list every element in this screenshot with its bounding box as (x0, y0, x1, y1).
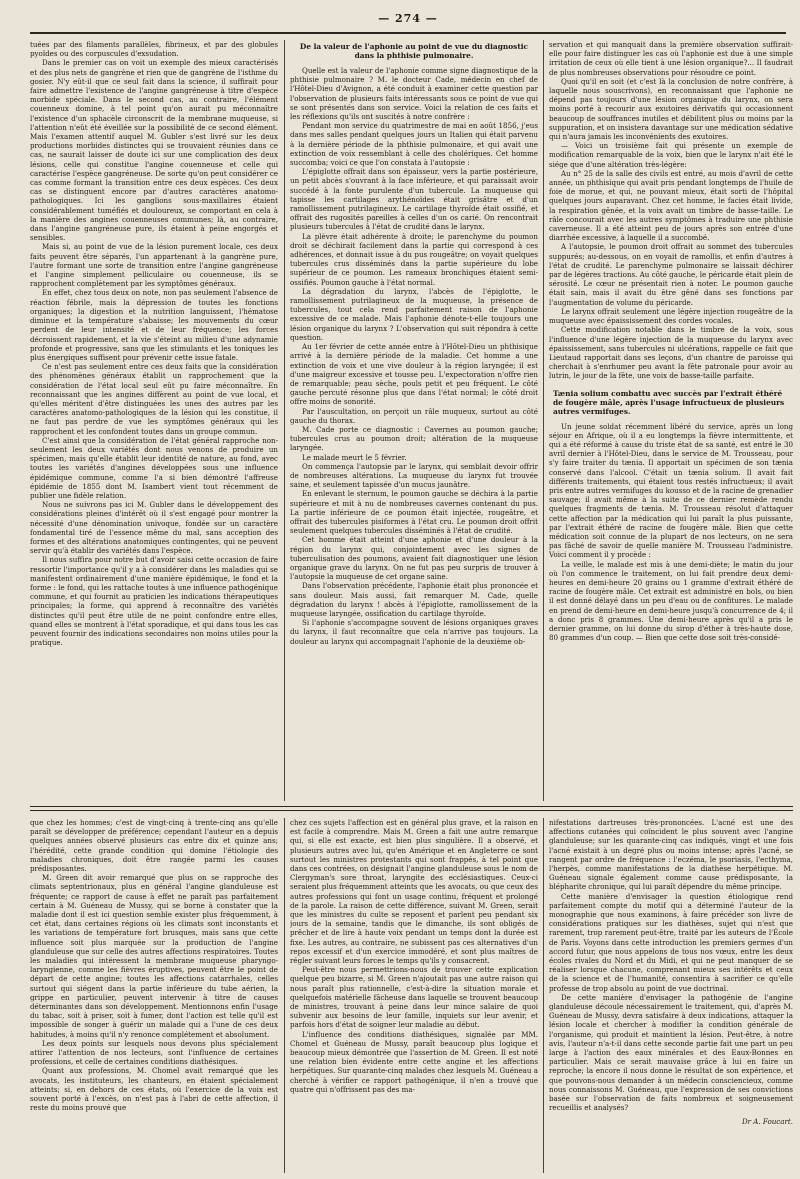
paragraph: Mais si, au point de vue de la lésion purement locale, ces deux faits peuvent être séparés, l'un appartenant à la gangrène pure, l'autre formant une sorte de transition entre l'angine gangréneuse et l'angine simplement pelliculaire ou couenneuse, ils se rapprochent complètement par les symptômes généraux. (30, 242, 278, 289)
column-rule (284, 40, 285, 801)
column-2 (290, 40, 538, 801)
page-header (30, 8, 786, 34)
article-title: De la valeur de l'aphonie au point de vue du diagnostic dans la phthisie pulmonaire. (299, 42, 529, 60)
article-title: Tænia solium combattu avec succès par l'extrait éthéré de fougère mâle, après l'usage infructueux de plusieurs autres vermifuges. (553, 388, 785, 416)
paragraph: De cette manière d'envisager la pathogénie de l'angine glanduleuse découle nécessairement le traitement, qui, d'après M. Guéneau de Mussy, devra satisfaire à deux indications, attaquer la lésion locale et chercher à modifier la condition générale de l'organisme, qui produit et maintient la lésion. Peut-être, à notre avis, l'auteur n'a-t-il dans cette seconde partie fait une part un peu large à l'action des eaux minérales et des Eaux-Bonnes en particulier. Mais ce serait mauvaise grâce à lui en faire un reproche; la encore il nous donne le résultat de son expérience, et que pouvons-nous demander à un médecin consciencieux, comme nous connaissons M. Guéneau, que l'expression de ses convictions basée sur l'observation de faits nombreux et soigneusement recueillis et analysés? (549, 992, 793, 1113)
paragraph: Dans l'observation précédente, l'aphonie était plus prononcée et sans douleur. Mais aussi, fait remarquer M. Cade, quelle dégradation du larynx ! abcès à l'épiglotte, ramollissement de la muqueuse laryngée, ossification du cartilage thyroïde. (290, 581, 538, 618)
paragraph: Les deux points sur lesquels nous devons plus spécialement attirer l'attention de nos lecteurs, sont l'influence de certaines professions, et celle de certaines conditions diathésiques. (30, 1038, 278, 1067)
paragraph: L'influence des conditions diathésiques, signalée par MM. Chomel et Guéneau de Mussy, paraît beaucoup plus logique et beaucoup mieux démontrée que l'assertion de M. Green. Il est noté une relation bien évidente entre cette angine et les affections herpétiques. Sur quarante-cinq malades chez lesquels M. Guéneau a cherché à vérifier ce rapport pathogénique, il n'en a trouvé que quatre qui n'offrissent pas des ma- (290, 1029, 538, 1094)
paragraph: En effet, chez tous deux on note, non pas seulement l'absence de réaction fébrile, mais la dépression de toutes les fonctions organiques; la digestion et la nutrition languissent, l'hématose diminue et la température s'abaisse; les mouvements du cœur perdent de leur intensité et de leur fréquence; les forces décroissent rapidement, et la vie s'éteint au milieu d'une adynamie profonde et progressive, sans que les stimulants et les toniques les plus énergiques suffisent pour prévenir cette issue fatale. (30, 288, 278, 362)
column-3 (549, 40, 793, 801)
paragraph: L'épiglotte offrait dans son épaisseur, vers la partie postérieure, un petit abcès s'ouvrant à la face inférieure, et qui paraissait avoir succédé à la fonte purulente d'un tubercule. La muqueuse qui tapisse les cartilages arythénoïdes était grisâtre et d'un ramollissement putrilagineux. Le cartilage thyroïde était ossifié, et offrait des rugosités pareilles à celles d'un os carié. On rencontrait plusieurs tubercules à l'état de crudité dans le larynx. (290, 167, 538, 232)
paragraph: Quelle est la valeur de l'aphonie comme signe diagnostique de la phthisie pulmonaire ? M. le docteur Cade, médecin en chef de l'Hôtel-Dieu d'Avignon, a été conduit à examiner cette question par l'observation de plusieurs faits intéressants sous ce point de vue qui se sont présentés dans son service. Voici la relation de ces faits et les réflexions qu'ils ont suscités à notre confrère : (290, 66, 538, 122)
column-rule (543, 818, 544, 1173)
paragraph: Peut-être nous permettrions-nous de trouver cette explication quelque peu bizarre, si M. Green n'ajoutait pas une autre raison qui nous paraît plus rationnelle, c'est-à-dire la situation morale et quelquefois matérielle fâcheuse dans laquelle se trouvent beaucoup de ministres, trouvant à peine dans leur mince salaire de quoi subvenir aux besoins de leur famille, inquiets sur leur avenir, et parfois hors d'état de soigner leur maladie au début. (290, 965, 538, 1030)
paragraph: M. Green dit avoir remarqué que plus on se rapproche des climats septentrionaux, plus en général l'angine glanduleuse est fréquente; ce rapport de cause à effet ne paraît pas parfaitement certain à M. Guéneau de Mussy, qui se borne à constater que la maladie dont il est ici question semble exister plus fréquemment, à cet état, dans certaines régions où les climats sont inconstants et les variations de température fort brusques, mais sans que cette influence soit plus marquée sur la production de l'angine glanduleuse que sur celle des autres affections respiratoires. Toutes les maladies qui intéressent la membrane muqueuse pharyngo-laryngienne, comme les fièvres éruptives, peuvent être le point de départ de cette angine; toutes les affections catarrhales, celles surtout qui siégent dans la partie inférieure du tube aérien, la grippe en particulier, peuvent intervenir à titre de causes déterminantes dans son développement. Mentionnons enfin l'usage du tabac, soit à priser, soit à fumer, dont l'action est telle qu'il est impossible de songer à guérir un malade qui a l'une de ces deux habitudes, à moins qu'il n'y renonce complétement et absolument. (30, 873, 278, 1039)
column-6 (549, 818, 793, 1173)
paragraph: Il nous suffira pour notre but d'avoir saisi cette occasion de faire ressortir l'importance qu'il y a à considérer dans les maladies qui se manifestent ordinairement d'une manière épidémique, le fond et la forme : le fond, qui les rattache toutes à une influence pathogénique commune, et qui fournit au praticien les indications thérapeutiques principales; la forme, qui apprend à reconnaître des variétés distinctes qu'il peut être utile de ne point confondre entre elles, quand elles se montrent à l'état sporadique, et qui dans tous les cas peuvent fournir des indications secondaires non moins utiles pour la pratique. (30, 555, 278, 648)
paragraph: Ce n'est pas seulement entre ces deux faits que la considération des phénomènes généraux établit un rapprochement que la considération de l'état local seul eût pu faire méconnaître. En reconnaissant que les angines diffèrent au point de vue local, et qu'elles méritent d'être distinguées les unes des autres par les caractères anatomo-pathologiques de la lésion qui les constitue, il ne faut pas perdre de vue les symptômes généraux qui les rapprochent et les confondent toutes dans un groupe commun. (30, 362, 278, 436)
paragraph: La plèvre était adhérente à droite; le parenchyme du poumon droit se déchirait facilement dans la partie qui correspond à ces adhérences, et donnait issue à du pus rougeâtre; on voyait quelques tubercules crus disséminés dans la partie supérieure du lobe supérieur de ce poumon. Les rameaux bronchiques étaient semi-ossifiés. Poumon gauche à l'état normal. (290, 231, 538, 287)
paragraph: Quant aux professions, M. Chomel avait remarqué que les avocats, les instituteurs, les chanteurs, en étaient spécialement atteints; si, en dehors de ces états, où l'exercice de la voix est souvent porté à l'excès, on n'est pas à l'abri de cette affection, il reste du moins prouvé que (30, 1066, 278, 1113)
paragraph: nifestations dartreuses très-prononcées. L'acné est une des affections cutanées qui coïncident le plus souvent avec l'angine glanduleuse; sur les quarante-cinq cas indiqués, vingt et une fois l'acné existait à un degré plus ou moins intense; après l'acné, se rangent par ordre de fréquence : l'eczéma, le psoriasis, l'ecthyma, l'herpès, comme manifestations de la diathèse herpétique. M. Guéneau signale également comme cause prédisposante, la blépharite chronique, qui lui paraît dépendre du même principe. (549, 818, 793, 892)
paragraph: Un jeune soldat récemment libéré du service, après un long séjour en Afrique, où il a eu longtemps la fièvre intermittente, et qui a été réformé à cause du triste état de sa santé, est entré le 30 avril dernier à l'Hôtel-Dieu, dans le service de M. Trousseau, pour s'y faire traiter du tænia. Il apportait un spécimen de son tænia conservé dans l'alcool. C'était un tænia solium. Il avait fait différents traitements, qui étaient tous restés infructueux; il avait pris entre autres vermifuges du kousso et de la racine de grenadier sauvage; il avait même à la suite de ce dernier remède rendu quelques fragments de tænia. M. Trousseau résolut d'attaquer cette affection par la médication qui lui paraît la plus puissante, par l'extrait éthéré de racine de fougère mâle. Bien que cette médication soit connue de la plupart de nos lecteurs, on ne sera pas fâché de savoir de quelle manière M. Trousseau l'administre. Voici comment il y procède : (549, 421, 793, 560)
paragraph: Si l'aphonie s'accompagne souvent de lésions organiques graves du larynx, il faut reconnaître que cela n'arrive pas toujours. La douleur au larynx qui accompagnait l'aphonie de la deuxième ob- (290, 618, 538, 646)
paragraph: Cette modification notable dans le timbre de la voix, sous l'influence d'une légère injection de la muqueuse du larynx avec épaississement, sans tubercules ni ulcérations, rappelle ce fait que Lieutaud rapportait dans ses leçons, d'un chantre de paroisse qui cherchait à s'enrhumer peu avant la fête patronale pour avoir au lutrin, le jour de la fête, une voix de basse-taille parfaite. (549, 325, 793, 381)
paragraph: En enlevant le sternum, le poumon gauche se déchira à la partie supérieure et mit à nu de nombreuses cavernes contenant du pus. La partie inférieure de ce poumon était injectée, rougeâtre, et offrait des tubercules pisiformes à l'état cru. Le poumon droit offrit seulement quelques tubercules disséminés à l'état de crudité. (290, 489, 538, 536)
column-1 (30, 40, 278, 801)
paragraph: C'est ainsi que la considération de l'état général rapproche non-seulement les deux variétés dont nous venons de produire un spécimen, mais qu'elle établit leur identité de nature, au fond, avec toutes les variétés d'angines développées sous une influence épidémique commune, comme l'a si bien démontré l'affreuse épidémie de 1855 dont M. Isambert vient tout récemment de publier une fidèle relation. (30, 435, 278, 500)
paragraph: Le malade meurt le 5 février. (302, 452, 407, 462)
paragraph: — Voici un troisième fait qui présente un exemple de modification remarquable de la voix, bien que le larynx n'ait été le siége que d'une altération très-légère: (549, 141, 793, 169)
paragraph: Le larynx offrait seulement une légère injection rougeâtre de la muqueuse avec épaississement des cordes vocales. (549, 306, 793, 326)
paragraph: chez ces sujets l'affection est en général plus grave, et la raison en est facile à comprendre. Mais M. Green a fait une autre remarque qui, si elle est exacte, est bien plus singulière. Il a observé, et plusieurs autres avec lui, qu'en Amérique et en Angleterre ce sont surtout les ministres protestants qui sont frappés, à tel point que dans ces contrées, on désignait l'angine glanduleuse sous le nom de Clergyman's sore throat, laryngite des ecclésiastiques. Ceux-ci seraient plus fréquemment atteints que les avocats, ou que ceux des autres professions qui font un usage continu, fréquent et prolongé de la parole. La raison de cette différence, suivant M. Green, serait que les ministres du culte se reposent et parlent peu pendant six jours de la semaine, tandis que le dimanche, ils sont obligés de prêcher et de lire à haute voix pendant un temps dont la durée est fixe. Les autres, au contraire, ne subissent pas ces alternatives d'un repos excessif et d'un exercice immodéré, et sont plus maîtres de régler suivant leurs forces le temps qu'ils y consacrent. (290, 818, 538, 966)
paragraph: Au n° 25 de la salle des civils est entré, au mois d'avril de cette année, un phthisique qui avait pris pendant longtemps de l'huile de foie de morue, et qui, ne pouvant mieux, était sorti de l'hôpital quelques jours auparavant. Chez cet homme, le facies était livide, la respiration gênée, et la voix avait un timbre de basse-taille. Le râle concourait avec les autres symptômes à traduire une phthisie caverneuse. Il a été atteint peu de jours après son entrée d'une diarrhée excessive, à laquelle il a succombé. (549, 168, 793, 243)
paragraph: que chez les hommes; c'est de vingt-cinq à trente-cinq ans qu'elle paraît se développer de préférence; cependant l'auteur en a depuis quelques années observé plusieurs cas entre dix et quinze ans; l'hérédité, cette grande condition qui domine l'étiologie des maladies chroniques, doit être rangée parmi les causes prédisposantes. (30, 818, 278, 874)
paragraph: Par l'auscultation, on perçoit un râle muqueux, surtout au côté gauche du thorax. (290, 406, 538, 425)
column-4 (30, 818, 278, 1173)
paragraph: Nous ne suivrons pas ici M. Gubler dans le développement des considérations pleines d'intérêt où il s'est engagé pour montrer la nécessité d'une dénomination univoque, fondée sur un caractère fondamental tiré de l'essence même du mal, sans acception des formes et des altérations anatomiques contingentes, qui ne peuvent servir qu'à établir des variétés dans l'espèce. (30, 500, 278, 556)
paragraph: La veille, le malade est mis à une demi-diète; le matin du jour où l'on commence le traitement, on lui fait prendre deux demi-heures en demi-heure 20 grains ou 1 gramme d'extrait éthéré de racine de fougère mâle. Cet extrait est administré en bols, ou bien il est donné délayé dans un peu d'eau ou de confitures. Le malade en prend de demi-heure en demi-heure jusqu'à concurrence de 4; il a donc pris 8 grammes. Une demi-heure après qu'il a pris le dernier gramme, on lui donne du sirop d'éther à très-haute dose, 80 grammes d'un coup. — Bien que cette dose soit très-considé- (549, 559, 793, 643)
paragraph: Dans le premier cas on voit un exemple des mieux caractérisés et des plus nets de gangrène et rien que de gangrène de l'isthme du gosier. N'y eût-il que ce seul fait dans la science, il suffirait pour faire admettre l'existence de l'angine gangréneuse à titre d'espèce morbide spéciale. Dans le second cas, au contraire, l'élément couenneux domine, à tel point qu'on aurait pu méconnaître l'existence d'un sphacèle circonscrit de la membrane muqueuse, si l'attention n'eût été éveillée sur la possibilité de ce second élément. Mais l'examen attentif auquel M. Gubler s'est livré sur les deux productions morbides distinctes qui se trouvaient réunies dans ce cas, ne saurait laisser de doute ici sur une complication des deux lésions, celle qui constitue l'angine couenneuse et celle qui caractérise l'espèce gangréneuse. De sorte qu'on peut considérer ce cas comme formant la transition entre ces deux espèces. Ces deux cas se distinguent encore par d'autres caractères anatomo-pathologiques. Ici les ganglions sous-maxillaires étaient considérablement tuméfiés et douloureux, se comportant en cela à la manière des angines couenneuses communes; là, au contraire, dans l'angine gangréneuse pure, ils étaient à peine engorgés et sensibles. (30, 58, 278, 243)
page-number: — 274 — (378, 12, 438, 25)
column-rule (543, 40, 544, 801)
column-rule (284, 818, 285, 1173)
paragraph: La dégradation du larynx, l'abcès de l'épiglotte, le ramollissement putrilagineux de la muqueuse, la présence de tubercules, tout cela rend parfaitement raison de l'aphonie excessive de ce malade. Mais l'aphonie dénote-t-elle toujours une lésion organique du larynx ? L'observation qui suit répondra à cette question. (290, 286, 538, 342)
paragraph: Pendant mon service du quatrimestre de mai en août 1856, j'eus dans mes salles pendant quelques jours un Italien qui était parvenu à la dernière période de la phthisie pulmonaire, et qui avait une extinction de voix ressemblant à celle des cholériques. Cet homme succomba; voici ce que l'on constata à l'autopsie : (290, 121, 538, 168)
column-5 (290, 818, 538, 1173)
paragraph: tuées par des filaments parallèles, fibrineux, et par des globules pyoïdes ou des corpuscules d'exsudation. (30, 40, 278, 59)
paragraph: Quoi qu'il en soit (et c'est là la conclusion de notre confrère, à laquelle nous souscrivons), en reconnaissant que l'aphonie ne dépend pas toujours d'une lésion organique du larynx, on sera moins porté à recourir aux exutoires dérivatifs qui occasionnent beaucoup de souffrances inutiles et débilitent plus ou moins par la suppuration, et on insistera davantage sur une médication sédative qui n'aura jamais les inconvénients des exutoires. (549, 76, 793, 142)
paragraph: On commença l'autopsie par le larynx, qui semblait devoir offrir de nombreuses altérations. La muqueuse du larynx fut trouvée saine, et seulement tapissée d'un mucus jaunâtre. (290, 461, 538, 490)
section-separator (30, 806, 793, 811)
paragraph: A l'autopsie, le poumon droit offrait au sommet des tubercules suppurés; au-dessous, on en voyait de ramollis, et enfin d'autres à l'état de crudité. Le parenchyme pulmonaire se laissait déchirer par de légères tractions. Au côté gauche, le péricarde était plein de sérosité. Le cœur ne présentait rien à noter. Le poumon gauche était sain, mais il avait du être gêné dans ses fonctions par l'augmentation de volume du péricarde. (549, 242, 793, 307)
paragraph: Au 1er février de cette année entre à l'Hôtel-Dieu un phthisique arrivé à la dernière période de la maladie. Cet homme a une extinction de voix et une vive douleur à la région laryngée; il est d'une maigreur excessive et tousse peu. L'expectoration n'offre rien de remarquable; peau sèche, pouls petit et peu fréquent. Le côté gauche percuté résonne plus que dans l'état normal; le côté droit offre moins de sonorité. (290, 342, 538, 407)
paragraph: Cette manière d'envisager la question étiologique rend parfaitement compte du motif qui a déterminé l'auteur de la monographie que nous examinons, à faire précéder son livre de considérations pratiques sur les diathèses, sujet qui n'est que rarement, trop rarement peut-être, traité par les auteurs de l'École de Paris. Voyons dans cette introduction les premiers germes d'un accord futur, que nous appelons de tous nos vœux, entre les deux écoles rivales du Nord et du Midi, et qui ne peut manquer de se réaliser lorsque chacune, comprenant mieux ses intérêts et ceux de la science et de l'humanité, consentira à sacrifier ce qu'elle professe de trop absolu au point de vue doctrinal. (549, 891, 793, 993)
paragraph: M. Cade porte ce diagnostic : Cavernes au poumon gauche; tubercules crus au poumon droit; altération de la muqueuse laryngée. (290, 424, 538, 453)
author-signature: Dr A. Foucart. (741, 1116, 793, 1126)
paragraph: servation et qui manquait dans la première observation suffirait-elle pour faire distinguer les cas où l'aphonie est due à une simple irritation de ceux où elle tient à une lésion organique?... Il faudrait de plus nombreuses observations pour résoudre ce point. (549, 40, 793, 77)
paragraph: Cet homme était atteint d'une aphonie et d'une douleur à la région du larynx qui, conjointement avec les signes de tuberculisation des poumons, avaient fait diagnostiquer une lésion organique grave du larynx. On ne fut pas peu surpris de trouver à l'autopsie la muqueuse de cet organe saine. (290, 535, 538, 582)
